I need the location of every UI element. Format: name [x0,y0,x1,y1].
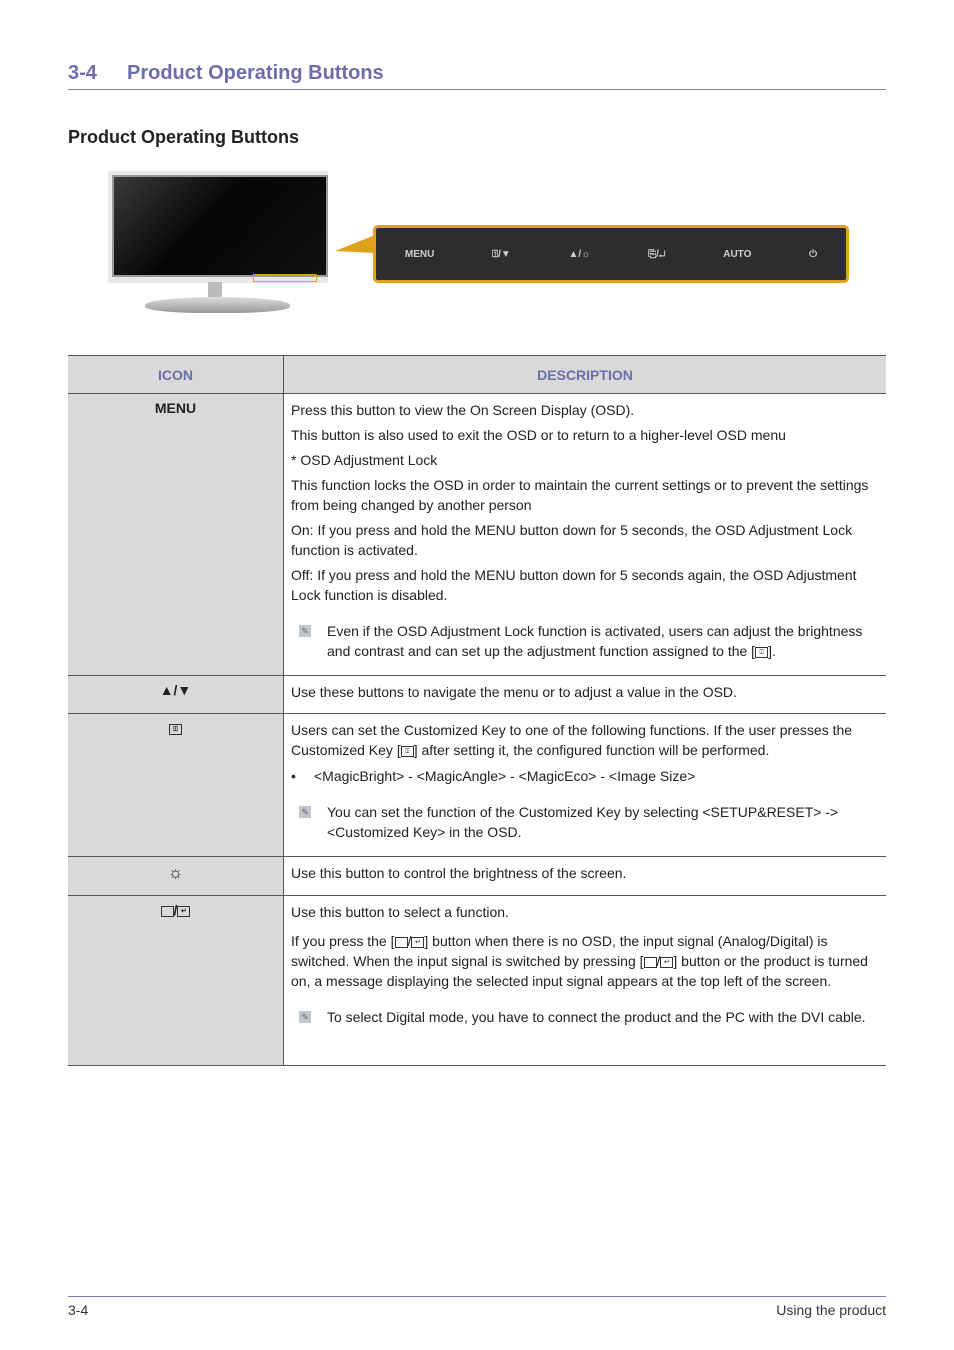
subheading: Product Operating Buttons [68,127,299,147]
description-text: Use this button to control the brightness of the screen. [291,865,627,881]
monitor-figure [100,165,860,325]
icon-cell: MENU [68,394,284,676]
enter-icon: ↵ [177,906,190,917]
callout-pointer [335,235,375,253]
source-icon [644,957,657,968]
button-area-highlight [253,274,317,282]
icon-cell: / ↵ [68,896,284,1066]
description-text: Press this button to view the On Screen Display (OSD). [291,402,635,418]
customized-key-icon: ⍐ [169,724,182,735]
section-heading: Product Operating Buttons [127,62,384,84]
brightness-icon: ☼ [68,857,284,896]
description-cell [284,676,887,714]
monitor-screen [112,175,328,277]
table-row [68,857,886,896]
description-cell [284,857,887,896]
description-text: This function locks the OSD in order to maintain the current settings or to prevent the settings from being changed by another person [291,477,869,513]
enter-icon: ↵ [660,957,673,968]
icon-cell: ▲/▼ [68,676,284,714]
note-text: To select Digital mode, you have to connect the product and the PC with the DVI cable. [327,1009,866,1025]
list-item: • <MagicBright> - <MagicAngle> - <MagicEco> - <Image Size> [291,768,696,784]
description-cell [284,896,887,1066]
source-icon [161,906,174,917]
panel-up-brightness-label: ▲/☼ [568,248,591,260]
description-text: This button is also used to exit the OSD or to return to a higher-level OSD menu [291,427,786,443]
note [299,802,878,842]
header-icon: ICON [68,356,284,394]
note-text: Even if the OSD Adjustment Lock function is activated, users can adjust the brightness and contrast and can set up the adjustment function assigned to the [ ⍐ ]. [327,623,863,659]
panel-customized-down-label: ⍐/▼ [492,248,511,260]
note-pencil-icon: ✎ [299,806,311,818]
panel-menu-label: MENU [404,248,435,260]
description-text: On: If you press and hold the MENU button down for 5 seconds, the OSD Adjustment Lock function is activated. [291,522,853,558]
source-icon [395,937,408,948]
customized-key-icon: ⍐ [401,746,414,757]
button-panel-closeup [373,225,849,283]
icon-cell [68,714,284,857]
chapter-name: Using the product [776,1302,886,1318]
description-text: Use this button to select a function. [291,904,509,920]
description-text: Use these buttons to navigate the menu or to adjust a value in the OSD. [291,684,737,700]
enter-icon: ↵ [411,937,424,948]
panel-auto-label: AUTO [723,248,752,260]
panel-source-enter-label: ⎘/↵ [648,248,666,260]
section-title [68,62,886,90]
note-pencil-icon: ✎ [299,625,311,637]
description-text: Off: If you press and hold the MENU button down for 5 seconds again, the OSD Adjustment Lock function is disabled. [291,567,857,603]
page-number: 3-4 [68,1302,89,1318]
panel-power-icon: ⏻ [809,248,818,260]
customized-key-icon: ⍐ [755,647,768,658]
description-text: Users can set the Customized Key to one of the following functions. If the user presses the Customized Key [ ⍐ ] after setting it, the configured function will be performed. [291,722,853,758]
description-cell [284,714,887,857]
description-text: If you press the [ / ↵ ] button when there is no OSD, the input signal (Analog/Digital) is switched. When the input signal is switched by pressing [ / ↵ ] button or the product is turned on, a message displaying the selected input signal appears at the top left of the screen. [291,933,868,989]
note-text: You can set the function of the Customized Key by selecting <SETUP&RESET> -> <Customized Key> in the OSD. [327,804,839,840]
table-row [68,896,886,1066]
header-description: DESCRIPTION [284,356,887,394]
table-row [68,714,886,857]
operating-buttons-table [68,355,886,1066]
table-row [68,676,886,714]
monitor-image [108,171,328,283]
page-footer [68,1296,886,1318]
note [299,621,878,661]
note-pencil-icon: ✎ [299,1011,311,1023]
description-text: * OSD Adjustment Lock [291,452,438,468]
table-row [68,394,886,676]
section-number: 3-4 [68,62,97,84]
description-cell [284,394,887,676]
table-header-row [68,356,886,394]
monitor-stand-base [145,297,290,313]
note [299,1007,878,1027]
